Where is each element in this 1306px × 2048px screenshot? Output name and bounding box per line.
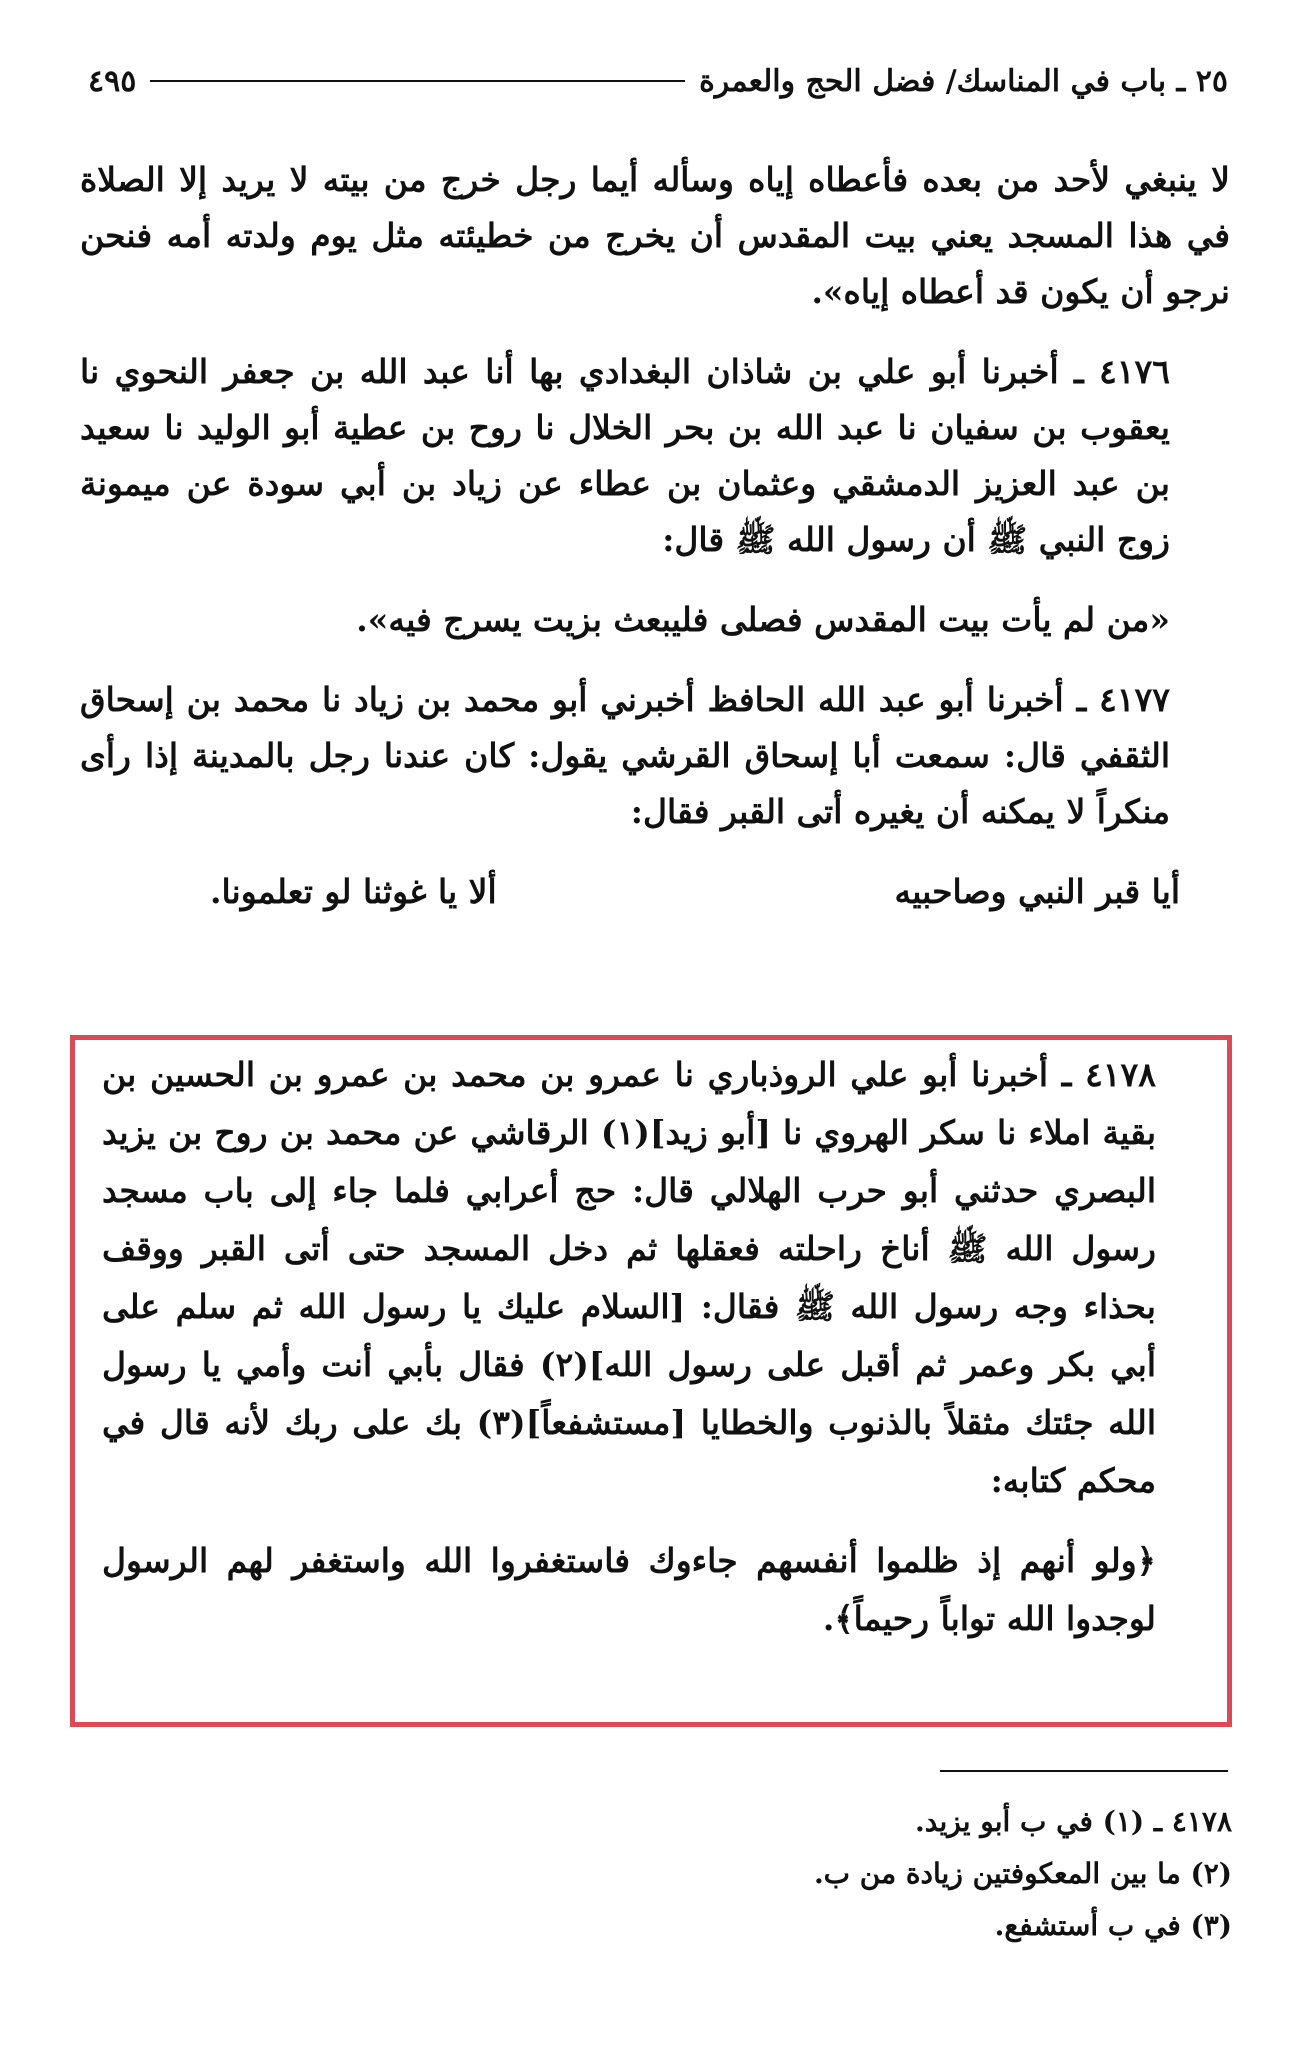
footnote-1: ٤١٧٨ ـ (١) في ب أبو يزيد. bbox=[915, 1805, 1232, 1838]
paragraph-text: لا ينبغي لأحد من بعده فأعطاه إياه وسأله أيما رجل خرج من بيته لا يريد إلا الصلاة في هذا المسجد يعني بيت المقدس أن يخرج من خطيئته مثل يوم ولدته أمه فنحن نرجو أن يكون قد أعطاه إياه». bbox=[80, 160, 1230, 311]
paragraph-continuation bbox=[80, 152, 1230, 320]
hadith-quote bbox=[80, 592, 1230, 648]
hadith-text: أخبرنا أبو عبد الله الحافظ أخبرني أبو محمد بن زياد نا محمد بن إسحاق الثقفي قال: سمعت أبا إسحاق القرشي يقول: كان عندنا رجل بالمدينة إذا رأى منكراً لا يمكنه أن يغيره أتى القبر فقال: bbox=[80, 680, 1170, 831]
verse-first-hemistich: أيا قبر النبي وصاحبيه bbox=[894, 872, 1180, 911]
hadith-text: أخبرنا أبو علي بن شاذان البغدادي بها أنا عبد الله بن جعفر النحوي نا يعقوب بن سفيان نا عبد الله بن بحر الخلال نا روح بن عطية أبو الوليد نا سعيد بن عبد العزيز الدمشقي وعثمان بن عطاء عن زياد بن أبي سودة عن ميمونة زوج النبي ﷺ أن رسول الله ﷺ قال: bbox=[80, 352, 1170, 559]
footnote-2: (٢) ما بين المعكوفتين زيادة من ب. bbox=[813, 1857, 1232, 1890]
hadith-text: أخبرنا أبو علي الروذباري نا عمرو بن محمد بن عمرو بن الحسين بن بقية املاء نا سكر الهروي نا [أبو زيد](١) الرقاشي عن محمد بن روح بن يزيد البصري حدثني أبو حرب الهلالي قال: حج أعرابي فلما جاء إلى باب مسجد رسول الله ﷺ أناخ راحلته فعقلها ثم دخل المسجد حتى أتى القبر ووقف بحذاء وجه رسول الله ﷺ فقال: [السلام عليك يا رسول الله ثم سلم على أبي بكر وعمر ثم أقبل على رسول الله](٢) فقال بأبي أنت وأمي يا رسول الله جئتك مثقلاً بالذنوب والخطايا [مستشفعاً](٣) بك على ربك لأنه قال في محكم كتابه: bbox=[102, 1055, 1157, 1500]
verse-second-hemistich: ألا يا غوثنا لو تعلمونا. bbox=[210, 872, 497, 911]
chapter-title: ٢٥ ـ باب في المناسك/ فضل الحج والعمرة bbox=[699, 63, 1228, 99]
main-text bbox=[80, 152, 1230, 930]
quran-verse bbox=[102, 1532, 1216, 1648]
header-rule bbox=[150, 80, 685, 82]
hadith-number: ٤١٧٧ ـ bbox=[1076, 680, 1170, 719]
footnotes bbox=[560, 1796, 1232, 1952]
hadith-4178 bbox=[102, 1046, 1216, 1510]
poetry-verse bbox=[80, 864, 1230, 920]
highlighted-text bbox=[102, 1046, 1216, 1670]
running-header bbox=[88, 56, 1228, 106]
hadith-4176 bbox=[80, 344, 1230, 568]
hadith-4177 bbox=[80, 672, 1230, 840]
quote-text: «من لم يأت بيت المقدس فصلى فليبعث بزيت يسرج فيه». bbox=[356, 600, 1170, 639]
quran-text: ﴿ولو أنهم إذ ظلموا أنفسهم جاءوك فاستغفروا الله واستغفر لهم الرسول لوجدوا الله تواباً رحيماً﴾. bbox=[102, 1541, 1156, 1638]
footnote-rule bbox=[940, 1770, 1228, 1772]
page-number: ٤٩٥ bbox=[88, 63, 137, 99]
hadith-number: ٤١٧٨ ـ bbox=[1061, 1055, 1156, 1094]
footnote-3: (٣) في ب أستشفع. bbox=[994, 1909, 1232, 1942]
hadith-number: ٤١٧٦ ـ bbox=[1074, 352, 1170, 391]
